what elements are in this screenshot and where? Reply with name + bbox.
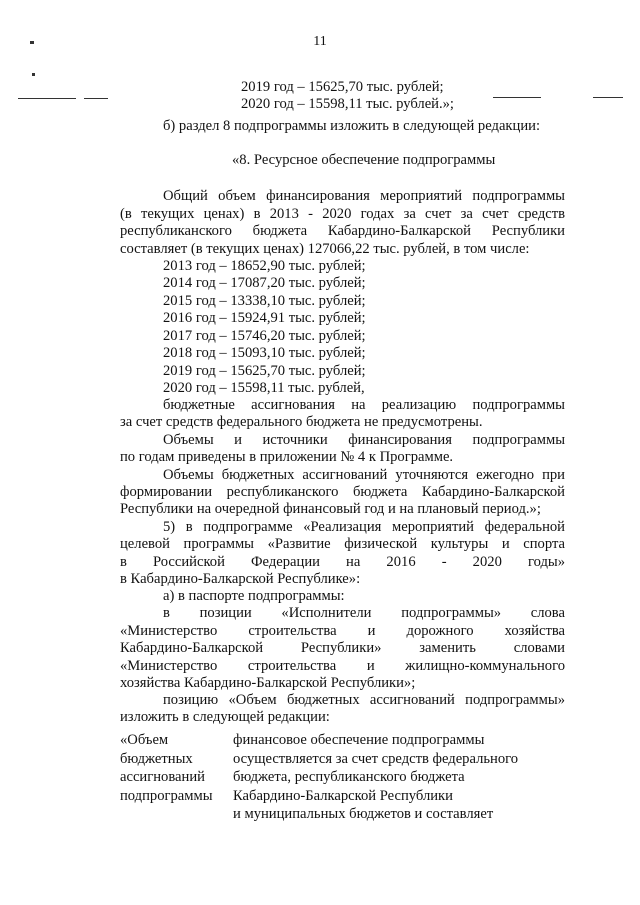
position-line: в позиции «Исполнители подпрограммы» слова [163,605,565,621]
table-left-cell: подпрограммы [120,788,213,804]
volume-position-line: изложить в следующей редакции: [120,709,330,725]
federal-line: за счет средств федерального бюджета не предусмотрены. [120,414,483,430]
year-line: 2016 год – 15924,91 тыс. рублей; [163,310,366,326]
position-line: хозяйства Кабардино-Балкарской Республики»; [120,675,416,691]
table-right-cell: бюджета, республиканского бюджета [233,769,465,785]
volume-position-line: позицию «Объем бюджетных ассигнований подпрограммы» [163,692,565,708]
point5-line: целевой программы «Развитие физической культуры и спорта [120,536,565,552]
point5-line: в Российской Федерации на 2016 - 2020 годы» [120,554,565,570]
funding-line: составляет (в текущих ценах) 127066,22 тыс. рублей, в том числе: [120,241,530,257]
position-line: «Министерство строительства и дорожного хозяйства [120,623,565,639]
funding-line: (в текущих ценах) в 2013 - 2020 годах за счет за счет средств [120,206,565,222]
position-line: Кабардино-Балкарской Республики» заменить словами [120,640,565,656]
volumes-line: по годам приведены в приложении № 4 к Программе. [120,449,454,465]
scan-dash-right [493,97,541,98]
year-line: 2020 год – 15598,11 тыс. рублей, [163,380,365,396]
funding-line: Общий объем финансирования мероприятий подпрограммы [163,188,565,204]
year-line: 2019 год – 15625,70 тыс. рублей; [163,363,366,379]
table-right-cell: Кабардино-Балкарской Республики [233,788,453,804]
year-line: 2015 год – 13338,10 тыс. рублей; [163,293,366,309]
year-line: 2018 год – 15093,10 тыс. рублей; [163,345,366,361]
table-left-cell: ассигнований [120,769,205,785]
table-right-cell: и муниципальных бюджетов и составляет [233,806,494,822]
table-right-cell: осуществляется за счет средств федерального [233,751,519,767]
page-number: 11 [313,34,327,49]
clarify-line: Объемы бюджетных ассигнований уточняются ежегодно при [163,467,565,483]
scan-dash-right [593,97,623,98]
clarify-line: Республики на очередной финансовый год и на плановый период.»; [120,501,541,517]
scan-mark [30,41,34,44]
section-title: «8. Ресурсное обеспечение подпрограммы [232,152,496,168]
point5-line: в Кабардино-Балкарской Республике»: [120,571,361,587]
table-left-cell: бюджетных [120,751,193,767]
scan-mark [32,73,35,76]
scan-dash-left [84,98,108,99]
section-intro: б) раздел 8 подпрограммы изложить в следующей редакции: [163,118,540,134]
volumes-line: Объемы и источники финансирования подпрограммы [163,432,565,448]
position-line: «Министерство строительства и жилищно-коммунального [120,658,565,674]
federal-line: бюджетные ассигнования на реализацию подпрограммы [163,397,565,413]
year-line: 2014 год – 17087,20 тыс. рублей; [163,275,366,291]
funding-line: республиканского бюджета Кабардино-Балкарской Республики [120,223,565,239]
clarify-line: формировании республиканского бюджета Кабардино-Балкарской [120,484,565,500]
passport-line: а) в паспорте подпрограммы: [163,588,345,604]
year-line: 2013 год – 18652,90 тыс. рублей; [163,258,366,274]
scan-dash-left [18,98,76,99]
top-line: 2020 год – 15598,11 тыс. рублей.»; [241,96,454,112]
table-left-cell: «Объем [120,732,169,748]
table-right-cell: финансовое обеспечение подпрограммы [233,732,485,748]
point5-line: 5) в подпрограмме «Реализация мероприятий федеральной [163,519,565,535]
year-line: 2017 год – 15746,20 тыс. рублей; [163,328,366,344]
top-line: 2019 год – 15625,70 тыс. рублей; [241,79,444,95]
